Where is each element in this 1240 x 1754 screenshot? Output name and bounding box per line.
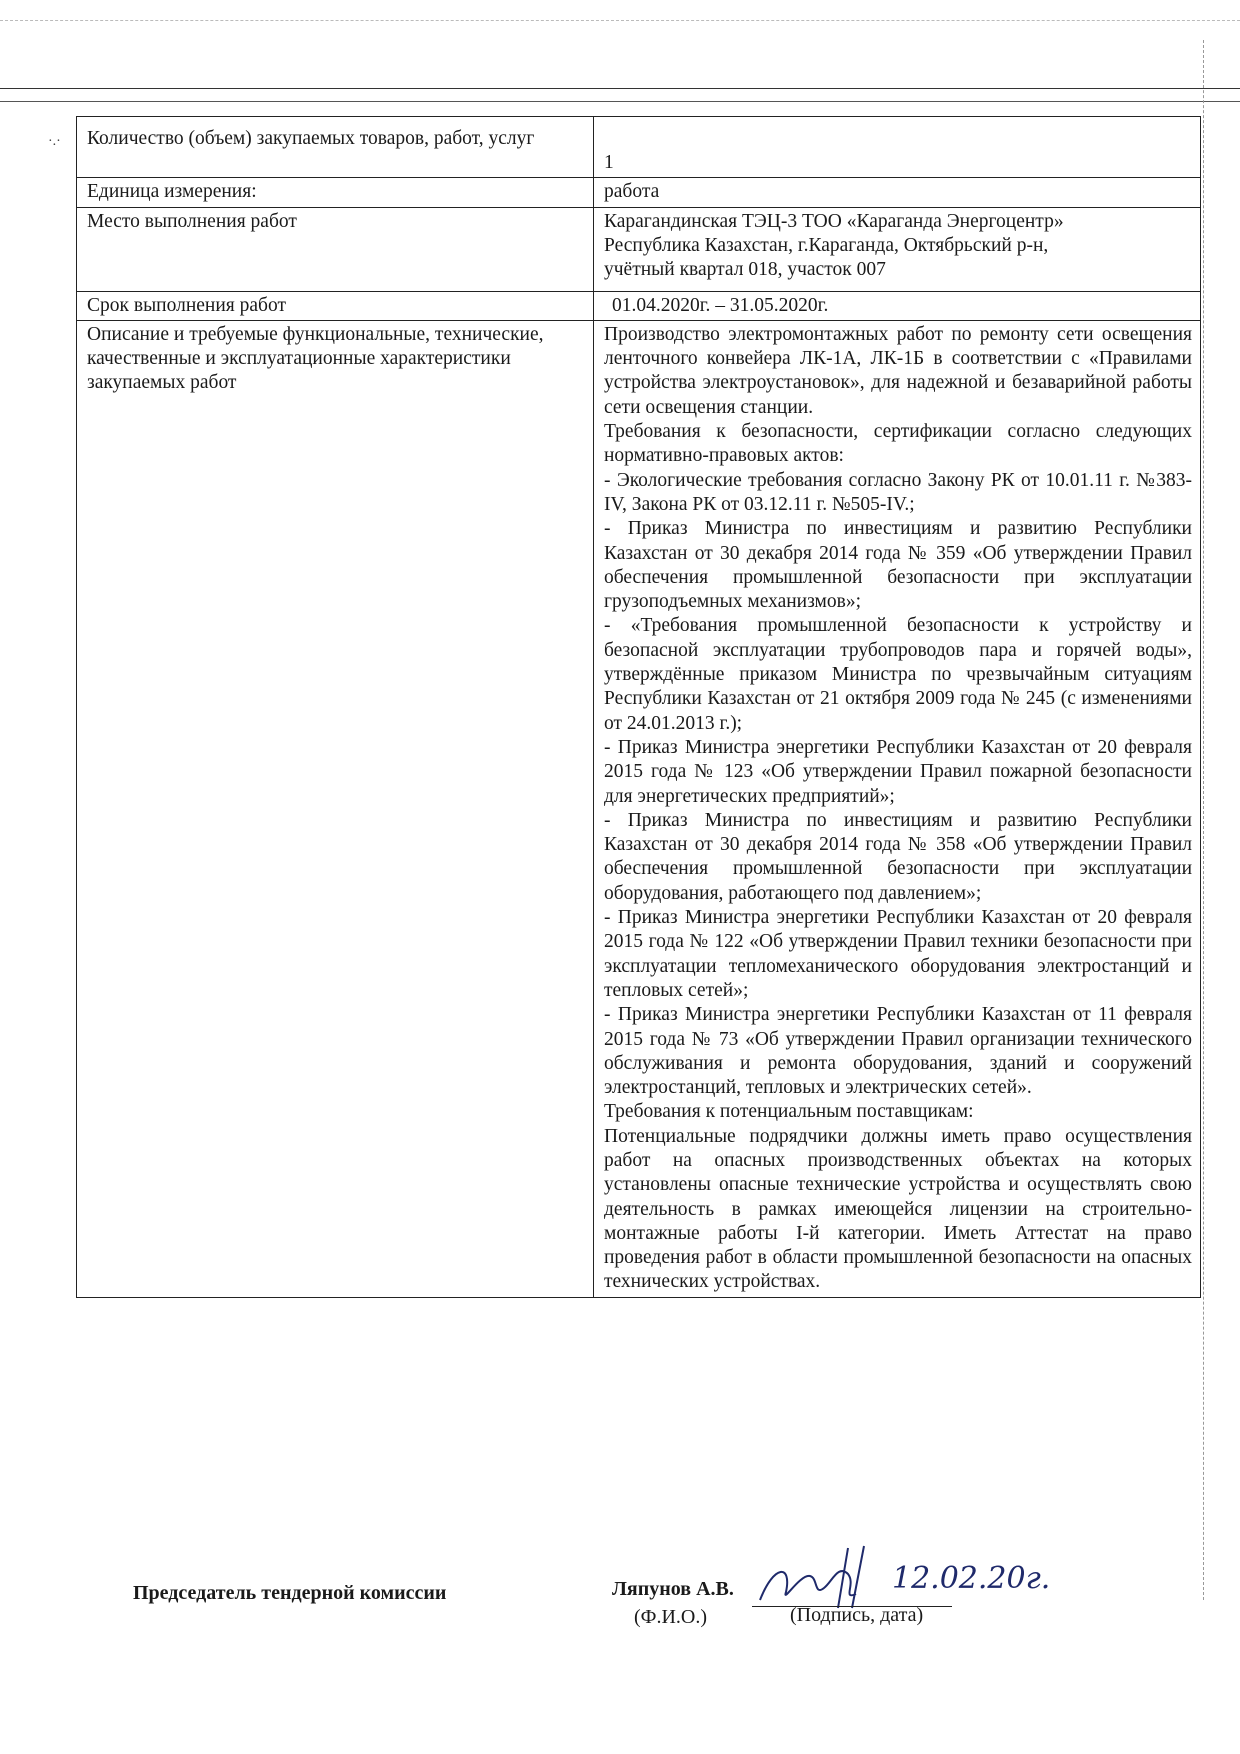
description-paragraph: - Экологические требования согласно Закону РК от 10.01.11 г. №383-IV, Закона РК от 03.12.11 г. №505-IV.; bbox=[604, 469, 1192, 515]
page-edge-mark bbox=[1203, 40, 1204, 1600]
row-label: Описание и требуемые функциональные, технические, качественные и эксплуатационные характеристики закупаемых работ bbox=[77, 320, 594, 1297]
signer-name: Ляпунов А.В. bbox=[612, 1578, 734, 1600]
table-row bbox=[77, 178, 1201, 207]
place-line: Республика Казахстан, г.Караганда, Октябрьский р-н, bbox=[604, 234, 1049, 256]
fio-label: (Ф.И.О.) bbox=[634, 1606, 708, 1628]
table-row bbox=[77, 320, 1201, 1297]
description-paragraph: - Приказ Министра энергетики Республики Казахстан от 11 февраля 2015 года № 73 «Об утверждении Правил организации технического обслуживания и ремонта оборудования, зданий и сооружений электростанций, тепловых и электрических сетей». bbox=[604, 1004, 1192, 1099]
row-value: 1 bbox=[594, 117, 1201, 178]
table-row bbox=[77, 117, 1201, 178]
description-paragraph: Производство электромонтажных работ по ремонту сети освещения ленточного конвейера ЛК-1А, ЛК-1Б в соответствии с «Правилами устройства электроустановок», для надежной и безаварийной работы сети освещения станции. bbox=[604, 323, 1192, 418]
margin-marks: ·.· bbox=[48, 134, 61, 149]
row-label: Срок выполнения работ bbox=[77, 291, 594, 320]
description-paragraph: - «Требования промышленной безопасности к устройству и безопасной эксплуатации трубопроводов пара и горячей воды», утверждённые приказом Министра по чрезвычайным ситуациям Республики Казахстан от 21 октября 2009 года № 245 (с изменениями от 24.01.2013 г.); bbox=[604, 615, 1192, 734]
chair-label: Председатель тендерной комиссии bbox=[133, 1582, 447, 1604]
description-paragraph: - Приказ Министра энергетики Республики Казахстан от 20 февраля 2015 года № 122 «Об утверждении Правил техники безопасности при эксплуатации тепломеханического оборудования электростанций и тепловых сетей»; bbox=[604, 907, 1192, 1001]
sign-label: (Подпись, дата) bbox=[790, 1604, 924, 1626]
row-value: работа bbox=[594, 178, 1201, 207]
row-label: Единица измерения: bbox=[77, 178, 594, 207]
top-dashed-rule bbox=[0, 20, 1240, 21]
handwritten-signature bbox=[752, 1544, 1072, 1610]
description-cell bbox=[594, 320, 1201, 1297]
description-paragraph: - Приказ Министра по инвестициям и развитию Республики Казахстан от 30 декабря 2014 года № 358 «Об утверждении Правил обеспечения промышленной безопасности при эксплуатации оборудования, работающего под давлением»; bbox=[604, 809, 1192, 904]
description-paragraph: Требования к безопасности, сертификации согласно следующих нормативно-правовых актов: bbox=[604, 421, 1192, 467]
header-rule-2 bbox=[0, 101, 1240, 102]
row-value: 01.04.2020г. – 31.05.2020г. bbox=[594, 291, 1201, 320]
description-paragraph: Потенциальные подрядчики должны иметь право осуществления работ на опасных производственных объектах на которых установлены опасные технические устройства и осуществлять свою деятельность в рамках имеющейся лицензии на строительно-монтажные работы I-й категории. Иметь Аттестат на право проведения работ в области промышленной безопасности на опасных технических устройствах. bbox=[604, 1125, 1192, 1293]
description-paragraph: Требования к потенциальным поставщикам: bbox=[604, 1101, 974, 1123]
table-row bbox=[77, 291, 1201, 320]
description-paragraph: - Приказ Министра энергетики Республики Казахстан от 20 февраля 2015 года № 123 «Об утверждении Правил пожарной безопасности для энергетических предприятий»; bbox=[604, 736, 1192, 807]
row-label: Количество (объем) закупаемых товаров, работ, услуг bbox=[77, 117, 594, 178]
row-value bbox=[594, 207, 1201, 291]
header-rule bbox=[0, 88, 1240, 89]
place-line: учётный квартал 018, участок 007 bbox=[604, 259, 886, 281]
specification-table bbox=[76, 116, 1201, 1298]
handwritten-date: 12.02.20г. bbox=[892, 1561, 1051, 1596]
table-row bbox=[77, 207, 1201, 291]
place-line: Карагандинская ТЭЦ-3 ТОО «Караганда Энергоцентр» bbox=[604, 210, 1064, 232]
description-paragraph: - Приказ Министра по инвестициям и развитию Республики Казахстан от 30 декабря 2014 года № 359 «Об утверждении Правил обеспечения промышленной безопасности при эксплуатации грузоподъемных механизмов»; bbox=[604, 518, 1192, 613]
row-label: Место выполнения работ bbox=[77, 207, 594, 291]
